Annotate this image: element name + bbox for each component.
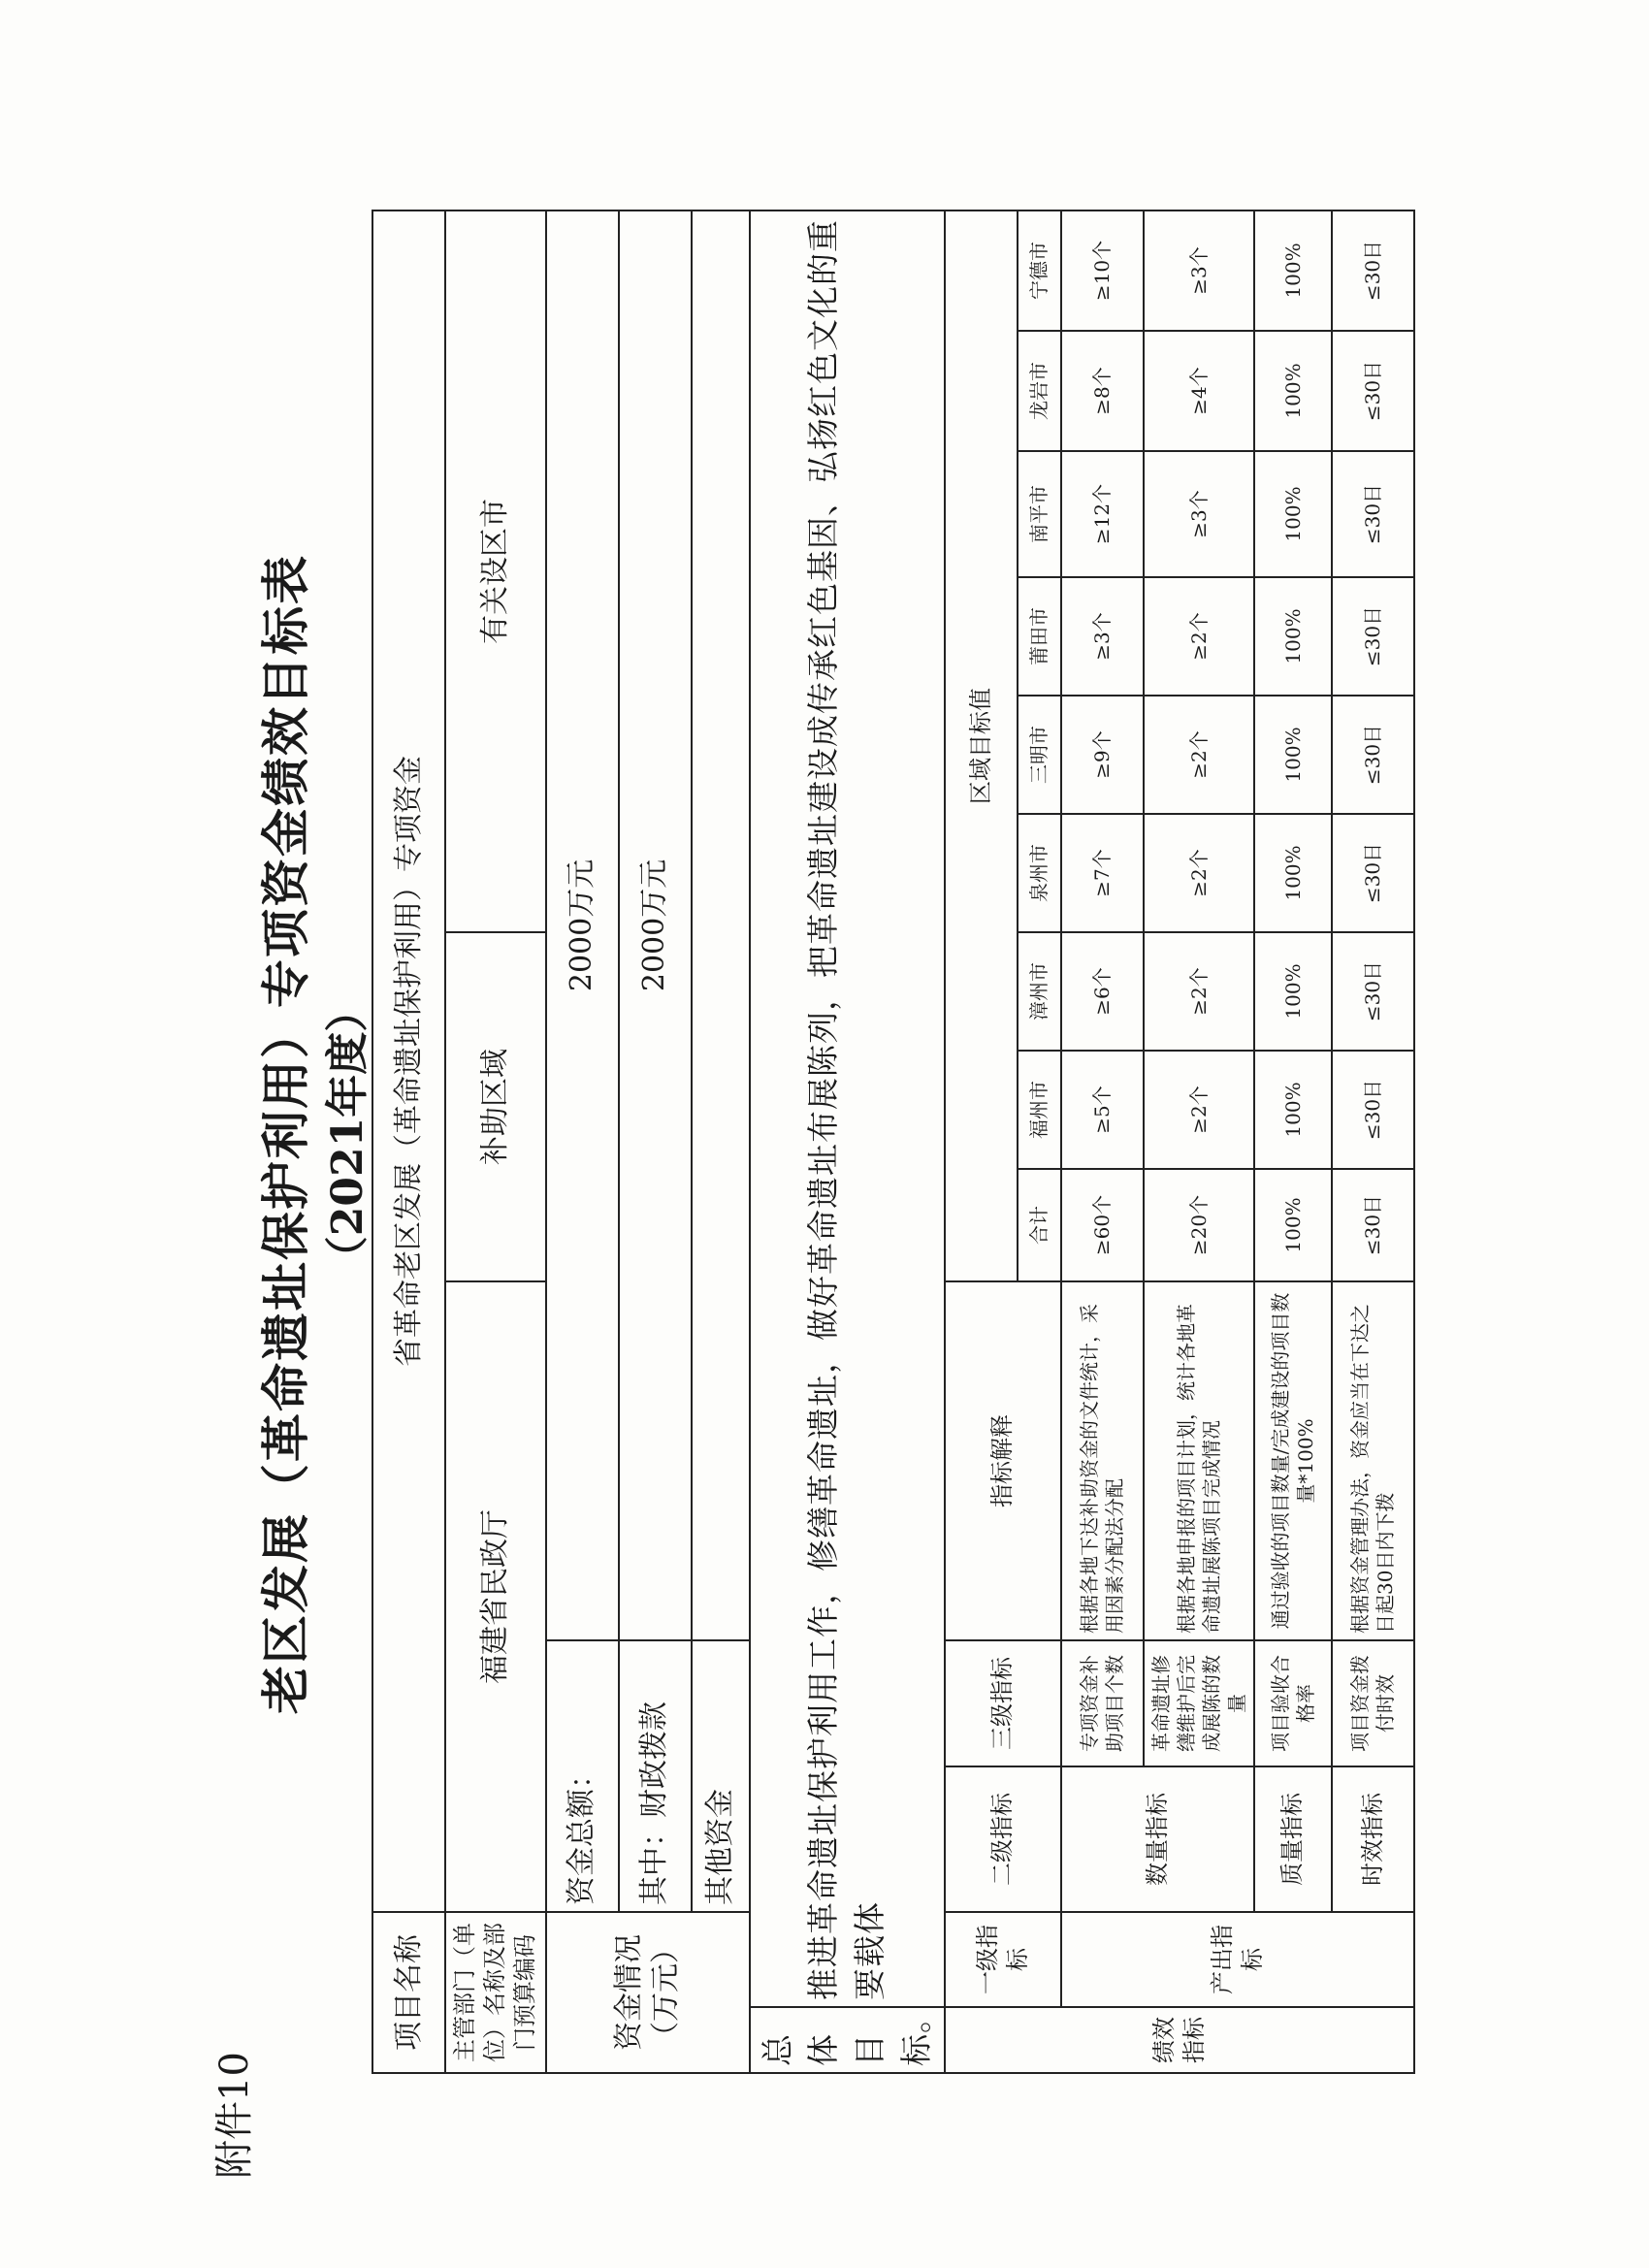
region-target-header: 区域目标值 [945, 211, 1018, 1281]
region-header: 漳州市 [1018, 932, 1061, 1051]
department-value: 福建省民政厅 [445, 1281, 546, 1912]
funds-total-label: 资金总额： [546, 1640, 619, 1912]
page-subtitle: （2021年度） [323, 988, 372, 1280]
explain-cell: 通过验收的项目数量/完成建设的项目数量*100% [1254, 1281, 1332, 1640]
value-cell: ≤30日 [1332, 331, 1414, 451]
value-cell: ≥12个 [1061, 451, 1144, 577]
level2-cell: 时效指标 [1332, 1766, 1414, 1912]
funds-other-value [692, 211, 750, 1640]
department-label: 主管部门（单位）名称及部门预算编码 [445, 1912, 546, 2073]
funds-fiscal-value: 2000万元 [619, 211, 692, 1640]
value-cell: 100% [1254, 1051, 1332, 1169]
value-cell: ≤30日 [1332, 696, 1414, 814]
level3-cell: 项目资金拨付时效 [1332, 1640, 1414, 1766]
region-header: 三明市 [1018, 696, 1061, 814]
value-cell: 100% [1254, 331, 1332, 451]
project-name-label: 项目名称 [372, 1912, 445, 2073]
value-cell: ≥2个 [1144, 577, 1254, 696]
value-cell: ≤30日 [1332, 932, 1414, 1051]
value-cell: ≥4个 [1144, 331, 1254, 451]
value-cell: ≥2个 [1144, 814, 1254, 932]
level2-cell: 数量指标 [1061, 1766, 1254, 1912]
explain-cell: 根据各地下达补助资金的文件统计，采用因素分配法分配 [1061, 1281, 1144, 1640]
level2-header: 二级指标 [945, 1766, 1061, 1912]
value-cell: ≤30日 [1332, 1051, 1414, 1169]
region-value: 有关设区市 [445, 211, 546, 932]
explain-cell: 根据资金管理办法，资金应当在下达之日起30日内下拨 [1332, 1281, 1414, 1640]
region-label: 补助区域 [445, 932, 546, 1281]
value-cell: ≤30日 [1332, 1169, 1414, 1281]
value-cell: ≤30日 [1332, 577, 1414, 696]
region-header: 龙岩市 [1018, 331, 1061, 451]
level3-header: 三级指标 [945, 1640, 1061, 1766]
value-cell: 100% [1254, 451, 1332, 577]
table-row [1061, 211, 1144, 2073]
funds-fiscal-label: 其中：财政拨款 [619, 1640, 692, 1912]
performance-target-table [372, 210, 1415, 2074]
value-cell: ≥3个 [1061, 577, 1144, 696]
funds-label: 资金情况（万元） [546, 1912, 750, 2073]
page-title: 老区发展（革命遗址保护利用）专项资金绩效目标表 [257, 554, 314, 1714]
value-cell: ≤30日 [1332, 814, 1414, 932]
level1-header: 一级指标 [945, 1912, 1061, 2007]
region-header: 宁德市 [1018, 211, 1061, 331]
region-header: 泉州市 [1018, 814, 1061, 932]
value-cell: 100% [1254, 814, 1332, 932]
region-header: 合计 [1018, 1169, 1061, 1281]
value-cell: 100% [1254, 932, 1332, 1051]
performance-indicators-label: 绩效指标 [945, 2007, 1414, 2073]
funds-total-value: 2000万元 [546, 211, 619, 1640]
project-name-value: 省革命老区发展（革命遗址保护利用）专项资金 [372, 211, 445, 1912]
value-cell: ≥3个 [1144, 211, 1254, 331]
level3-cell: 革命遗址修缮维护后完成展陈的数量 [1144, 1640, 1254, 1766]
output-indicators-label: 产出指标 [1061, 1912, 1414, 2007]
overall-goal-label: 总体目标。 [750, 2007, 945, 2073]
value-cell: ≥3个 [1144, 451, 1254, 577]
value-cell: ≥7个 [1061, 814, 1144, 932]
region-header: 南平市 [1018, 451, 1061, 577]
explain-header: 指标解释 [945, 1281, 1061, 1640]
value-cell: ≥6个 [1061, 932, 1144, 1051]
level3-cell: 专项资金补助项目个数 [1061, 1640, 1144, 1766]
table-row [1332, 211, 1414, 2073]
value-cell: 100% [1254, 211, 1332, 331]
attachment-label: 附件10 [212, 2052, 257, 2179]
level2-cell: 质量指标 [1254, 1766, 1332, 1912]
value-cell: ≥60个 [1061, 1169, 1144, 1281]
value-cell: ≥2个 [1144, 1051, 1254, 1169]
value-cell: ≥20个 [1144, 1169, 1254, 1281]
value-cell: ≤30日 [1332, 211, 1414, 331]
table-row [1254, 211, 1332, 2073]
value-cell: ≥8个 [1061, 331, 1144, 451]
value-cell: ≥9个 [1061, 696, 1144, 814]
value-cell: 100% [1254, 577, 1332, 696]
level3-cell: 项目验收合格率 [1254, 1640, 1332, 1766]
overall-goal-text: 推进革命遗址保护利用工作，修缮革命遗址，做好革命遗址布展陈列，把革命遗址建设成传承红色基因、弘扬红色文化的重要载体 [750, 211, 945, 2007]
explain-cell: 根据各地申报的项目计划，统计各地革命遗址展陈项目完成情况 [1144, 1281, 1254, 1640]
value-cell: ≥5个 [1061, 1051, 1144, 1169]
region-header: 莆田市 [1018, 577, 1061, 696]
value-cell: ≥10个 [1061, 211, 1144, 331]
value-cell: ≥2个 [1144, 932, 1254, 1051]
value-cell: 100% [1254, 696, 1332, 814]
region-header: 福州市 [1018, 1051, 1061, 1169]
value-cell: ≤30日 [1332, 451, 1414, 577]
value-cell: 100% [1254, 1169, 1332, 1281]
value-cell: ≥2个 [1144, 696, 1254, 814]
funds-other-label: 其他资金 [692, 1640, 750, 1912]
